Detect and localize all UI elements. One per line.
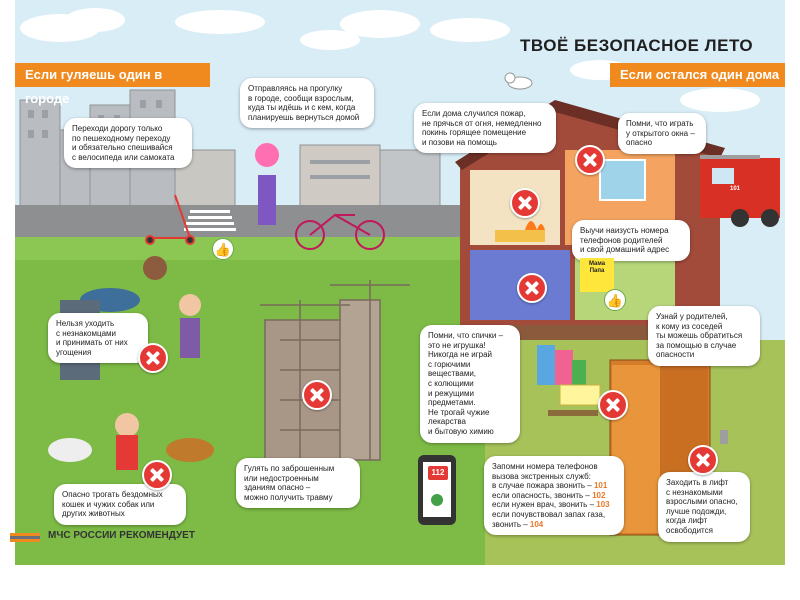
- phone-numbers-tip: Выучи наизусть номера телефонов родителей и свой домашний адрес: [572, 220, 690, 261]
- poster-title: ТВОЁ БЕЗОПАСНОЕ ЛЕТО: [520, 36, 754, 55]
- emergency-numbers-tip: Запомни номера телефонов вызова экстренных служб: в случае пожара звонить – 101 если опасность, звонить – 102 если нужен врач, звонить – 103 если почувствовал запах газа, звонить – 104: [484, 456, 624, 535]
- parents-note: Мама Папа: [580, 258, 614, 292]
- prohibited-icon: [598, 390, 628, 420]
- walk-tip: Отправляясь на прогулку в городе, сообщи взрослым, куда ты идёшь и с кем, когда планируешь вернуться домой: [240, 78, 374, 128]
- prohibited-icon: [575, 145, 605, 175]
- phone-screen-number: 112: [428, 466, 448, 480]
- footer-label: МЧС РОССИИ РЕКОМЕНДУЕТ: [48, 530, 195, 541]
- fire-tip: Если дома случился пожар, не прячься от огня, немедленно покинь горящее помещение и позови на помощь: [414, 103, 556, 153]
- window-tip: Помни, что играть у открытого окна – опасно: [618, 113, 706, 154]
- elevator-tip: Заходить в лифт с незнакомыми взрослыми опасно, лучше подожди, когда лифт освободится: [658, 472, 750, 542]
- prohibited-icon: [517, 273, 547, 303]
- strangers-tip: Нельзя уходить с незнакомцами и принимать от них угощения: [48, 313, 148, 363]
- fire-number: 101: [593, 481, 608, 491]
- thumbs-up-icon: 👍: [604, 289, 626, 311]
- right-section-header: Если остался один дома: [610, 63, 785, 87]
- animals-tip: Опасно трогать бездомных кошек и чужих собак или других животных: [54, 484, 186, 525]
- truck-number: 101: [730, 186, 741, 192]
- crossing-tip: Переходи дорогу только по пешеходному переходу и обязательно спешивайся с велосипеда или самоката: [64, 118, 192, 168]
- prohibited-icon: [302, 380, 332, 410]
- prohibited-icon: [142, 460, 172, 490]
- prohibited-icon: [138, 343, 168, 373]
- flag-stripe: [10, 533, 40, 542]
- thumbs-up-icon: 👍: [212, 238, 234, 260]
- prohibited-icon: [688, 445, 718, 475]
- ambulance-number: 103: [596, 500, 610, 510]
- abandoned-tip: Гулять по заброшенным или недостроенным зданиям опасно – можно получить травму: [236, 458, 360, 508]
- matches-tip: Помни, что спички – это не игрушка! Никогда не играй с горючими веществами, с колющими и режущими предметами. Не трогай чужие лекарства и бытовую химию: [420, 325, 520, 443]
- road: [15, 205, 485, 237]
- police-number: 102: [592, 490, 606, 500]
- neighbors-tip: Узнай у родителей, к кому из соседей ты можешь обратиться за помощью в случае опасности: [648, 306, 760, 366]
- gas-number: 104: [529, 519, 544, 529]
- left-section-header: Если гуляешь один в городе: [15, 63, 210, 87]
- prohibited-icon: [510, 188, 540, 218]
